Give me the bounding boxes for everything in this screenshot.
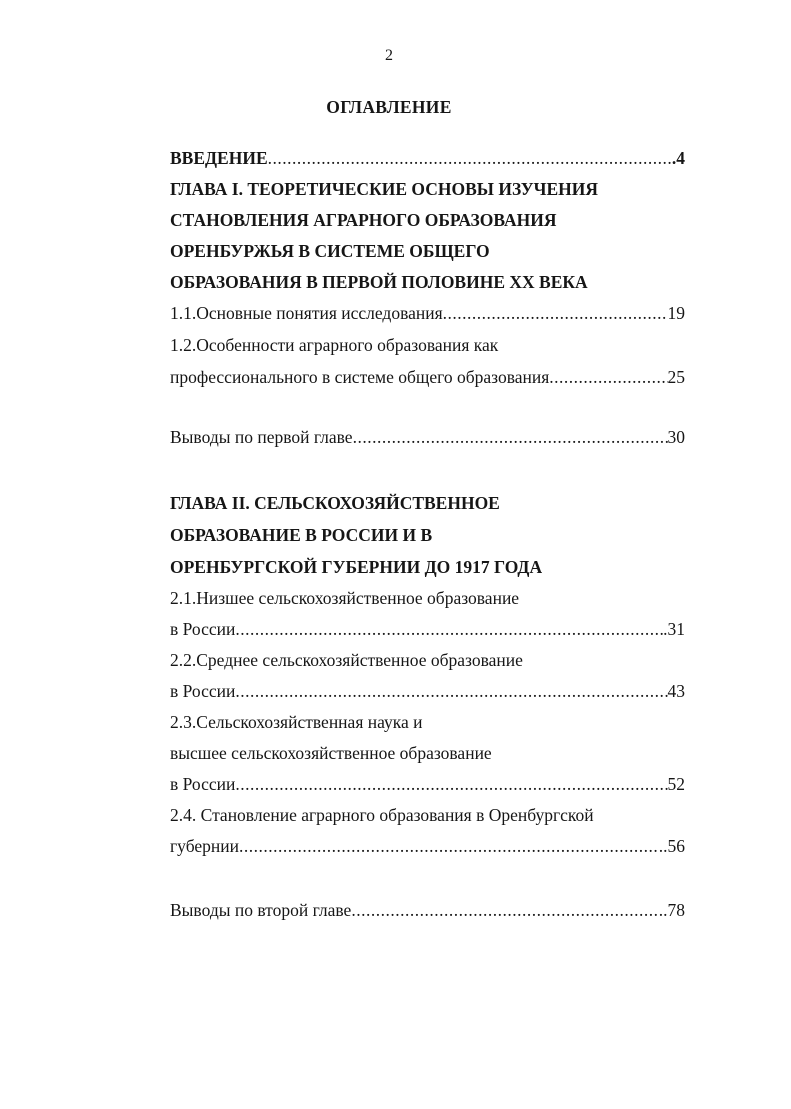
dot-leader [239,835,659,857]
toc-page-number: ..78 [658,900,685,920]
toc-entry-conclusion-1[interactable] [170,426,685,448]
toc-page-number: 43 [667,681,685,701]
chapter-1-heading-line-3: ОРЕНБУРЖЬЯ В СИСТЕМЕ ОБЩЕГО [170,241,490,261]
dot-leader [351,899,658,921]
toc-entry-label: в России [170,774,236,794]
page-number: 2 [385,47,393,64]
toc-entry-2-4[interactable] [170,835,685,857]
toc-entry-2-1[interactable] [170,618,685,640]
toc-entry-1-2[interactable] [170,366,685,388]
toc-page-number: 25 [667,367,685,387]
chapter-1-heading-line-4: ОБРАЗОВАНИЯ В ПЕРВОЙ ПОЛОВИНЕ XX ВЕКА [170,272,588,292]
toc-page-number: 52 [667,774,685,794]
toc-entry-label: в России [170,619,236,639]
toc-entry-label: Выводы по первой главе [170,427,353,447]
toc-page-number: 19 [667,303,685,323]
toc-entry-2-3-line-1: 2.3.Сельскохозяйственная наука и [170,712,423,732]
toc-entry-2-4-line-1: 2.4. Становление аграрного образования в Оренбургской [170,805,594,825]
dot-leader [353,426,668,448]
toc-title: ОГЛАВЛЕНИЕ [326,97,452,117]
dot-leader [549,366,667,388]
chapter-1-heading-line-2: СТАНОВЛЕНИЯ АГРАРНОГО ОБРАЗОВАНИЯ [170,210,557,230]
toc-entry-2-2[interactable] [170,680,685,702]
toc-entry-2-1-line-1: 2.1.Низшее сельскохозяйственное образование [170,588,520,608]
toc-page-number: .31 [663,619,685,639]
dot-leader [235,773,667,795]
dot-leader [235,618,663,640]
toc-entry-label: профессионального в системе общего образования [170,367,550,387]
toc-entry-2-2-line-1: 2.2.Среднее сельскохозяйственное образование [170,650,523,670]
toc-entry-conclusion-2[interactable] [170,899,685,921]
toc-entry-label: в России [170,681,236,701]
toc-entry-label: Выводы по второй главе [170,900,352,920]
toc-entry-2-3-line-2: высшее сельскохозяйственное образование [170,743,492,763]
toc-entry-2-3[interactable] [170,773,685,795]
chapter-2-heading-line-2: ОБРАЗОВАНИЕ В РОССИИ И В [170,525,433,545]
toc-entry-label: губернии [170,836,239,856]
chapter-2-heading-line-3: ОРЕНБУРГСКОЙ ГУБЕРНИИ ДО 1917 ГОДА [170,557,543,577]
toc-entry-intro[interactable] [170,147,685,169]
toc-entry-label: 1.1.Основные понятия исследования [170,303,443,323]
dot-leader [268,147,672,169]
toc-page-number: .4 [671,148,685,168]
toc-page-number: 30 [667,427,685,447]
chapter-1-heading-line-1: ГЛАВА I. ТЕОРЕТИЧЕСКИЕ ОСНОВЫ ИЗУЧЕНИЯ [170,179,598,199]
toc-entry-1-2-line-1: 1.2.Особенности аграрного образования как [170,335,499,355]
toc-page-number: ..56 [658,836,685,856]
dot-leader [235,680,667,702]
chapter-2-heading-line-1: ГЛАВА II. СЕЛЬСКОХОЗЯЙСТВЕННОЕ [170,493,500,513]
dot-leader [443,302,668,324]
toc-entry-label: ВВЕДЕНИЕ [170,148,268,168]
toc-entry-1-1[interactable] [170,302,685,324]
